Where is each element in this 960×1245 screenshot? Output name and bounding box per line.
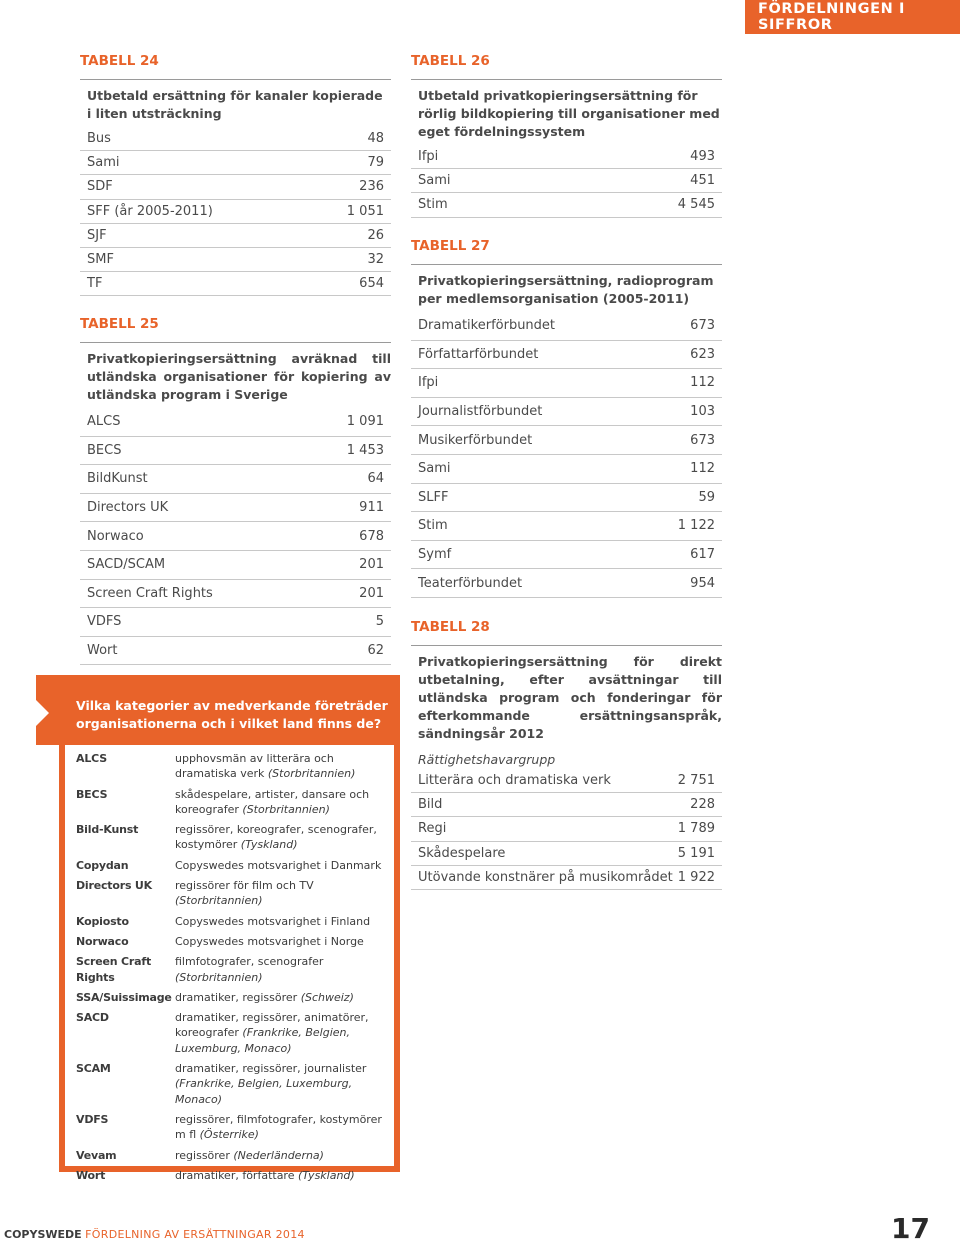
info-item-desc <box>175 990 394 1005</box>
row-label: SACD/SCAM <box>87 557 166 573</box>
row-label: BECS <box>87 442 122 458</box>
info-item-desc <box>175 914 394 929</box>
info-item-text: Copyswedes motsvarighet i Norge <box>175 934 364 948</box>
row-value: 1 453 <box>346 442 384 458</box>
section-banner: FÖRDELNINGEN I SIFFROR <box>745 0 960 34</box>
row-value: 112 <box>690 375 715 391</box>
row-label: BildKunst <box>87 471 148 487</box>
row-value: 1 789 <box>677 821 715 837</box>
row-label: Wort <box>87 643 118 659</box>
info-item-country: (Frankrike, Belgien, Luxemburg, Monaco) <box>175 1026 350 1055</box>
row-label: Bus <box>87 131 111 147</box>
info-item-text: skådespelare, artister, dansare och koreografer <box>175 787 370 816</box>
table-row <box>80 127 391 151</box>
table-row <box>411 193 722 217</box>
info-item <box>76 878 394 909</box>
footer-brand: COPYSWEDE <box>4 1228 82 1241</box>
row-value: 911 <box>359 500 384 516</box>
info-item-desc <box>175 858 394 873</box>
info-item-key: SACD <box>76 1011 109 1025</box>
row-label: Ifpi <box>418 149 439 165</box>
row-label: Norwaco <box>87 528 144 544</box>
row-value: 654 <box>359 276 384 292</box>
row-label: Musikerförbundet <box>418 432 533 448</box>
table-subtitle: Rättighetshavargrupp <box>418 752 556 767</box>
table-row <box>411 569 722 598</box>
row-label: SLFF <box>418 489 449 505</box>
row-value: 1 922 <box>677 869 715 885</box>
row-label: Stim <box>418 518 448 534</box>
header-notch <box>36 700 49 726</box>
row-value: 673 <box>690 432 715 448</box>
table-title: Privatkopieringsersättning, radioprogram per medlemsorganisation (2005-2011) <box>418 273 714 306</box>
info-item-text: Copyswedes motsvarighet i Finland <box>175 914 371 928</box>
info-item-text: dramatiker, regissörer, animatörer, koreografer <box>175 1011 369 1040</box>
info-item-desc <box>175 1168 394 1183</box>
info-item-key: Wort <box>76 1168 106 1182</box>
table-row <box>80 437 391 466</box>
info-item-country: (Tyskland) <box>240 838 298 852</box>
row-value: 2 751 <box>677 773 715 789</box>
info-item <box>76 858 394 873</box>
info-item-key: Directors UK <box>76 879 152 893</box>
row-value: 79 <box>367 155 384 171</box>
row-value: 617 <box>690 547 715 563</box>
info-item-text: Copyswedes motsvarighet i Danmark <box>175 858 382 872</box>
info-item-text: regissörer, koreografer, scenografer, kostymörer <box>175 823 377 852</box>
row-label: SJF <box>87 227 107 243</box>
info-item <box>76 934 394 949</box>
row-label: Litterära och dramatiska verk <box>418 773 611 789</box>
table-row <box>80 494 391 523</box>
info-item <box>76 1168 394 1183</box>
footer-text: FÖRDELNING AV ERSÄTTNINGAR 2014 <box>85 1228 305 1241</box>
info-item-desc <box>175 878 394 909</box>
info-item <box>76 1061 394 1107</box>
table-row <box>411 398 722 427</box>
row-value: 236 <box>359 179 384 195</box>
row-label: Symf <box>418 547 452 563</box>
info-item-key: SSA/Suissimage <box>76 990 172 1004</box>
table-row <box>80 248 391 272</box>
info-item-country: (Nederländerna) <box>233 1148 324 1162</box>
info-item-country: (Storbritannien) <box>242 802 330 816</box>
row-label: Sami <box>418 173 451 189</box>
info-item-key: ALCS <box>76 752 107 765</box>
info-item-text: filmfotografer, scenografer <box>175 955 324 969</box>
row-value: 673 <box>690 318 715 334</box>
info-item-key: BECS <box>76 787 108 801</box>
row-label: Sami <box>418 461 451 477</box>
row-label: Journalistförbundet <box>418 404 543 420</box>
table-row <box>411 369 722 398</box>
row-value: 228 <box>690 797 715 813</box>
info-item-key: Kopiosto <box>76 914 129 928</box>
row-label: Bild <box>418 797 443 813</box>
row-label: Ifpi <box>418 375 439 391</box>
row-label: TF <box>87 276 103 292</box>
row-label: Sami <box>87 155 120 171</box>
row-value: 32 <box>367 252 384 268</box>
info-item-desc <box>175 954 394 985</box>
table-row <box>80 200 391 224</box>
info-item-text: dramatiker, regissörer <box>175 990 298 1004</box>
info-item-country: (Österrike) <box>199 1128 259 1142</box>
info-item-text: regissörer för film och TV <box>175 879 314 893</box>
info-item <box>76 1010 394 1056</box>
table-26 <box>411 52 722 218</box>
info-item <box>76 751 394 782</box>
info-item-country: (Storbritannien) <box>175 970 263 984</box>
info-list <box>76 751 394 1188</box>
row-label: Utövande konstnärer på musikområdet <box>418 869 673 885</box>
info-item <box>76 787 394 818</box>
table-row <box>80 608 391 637</box>
table-row <box>80 408 391 437</box>
info-item-desc <box>175 1010 394 1056</box>
info-item-desc <box>175 822 394 853</box>
row-value: 1 122 <box>677 518 715 534</box>
info-item <box>76 1148 394 1163</box>
page-number: 17 <box>891 1212 930 1245</box>
row-value: 59 <box>698 489 715 505</box>
info-item-desc <box>175 1112 394 1143</box>
info-box-heading: Vilka kategorier av medverkande företräder organisationerna och i vilket land finns de? <box>76 698 388 731</box>
table-row <box>80 465 391 494</box>
table-row <box>411 312 722 341</box>
info-item-key: SCAM <box>76 1062 111 1076</box>
row-label: Dramatikerförbundet <box>418 318 556 334</box>
row-value: 678 <box>359 528 384 544</box>
info-item-country: (Schweiz) <box>300 990 354 1004</box>
table-row <box>411 512 722 541</box>
table-row <box>80 580 391 609</box>
row-value: 201 <box>359 585 384 601</box>
info-item <box>76 990 394 1005</box>
row-label: VDFS <box>87 614 122 630</box>
row-value: 26 <box>367 227 384 243</box>
info-item-desc <box>175 1061 394 1107</box>
row-label: ALCS <box>87 414 121 430</box>
table-title: Privatkopieringsersättning för direkt utbetalning, efter avsättningar till utländska program och fonderingar för efterkommande ersättningsanspråk, sändningsår 2012 <box>418 654 722 741</box>
info-item-desc <box>175 934 394 949</box>
table-row <box>411 769 722 793</box>
info-item-desc <box>175 1148 394 1163</box>
table-row <box>411 341 722 370</box>
table-row <box>80 151 391 175</box>
table-row <box>411 817 722 841</box>
info-item-key: Vevam <box>76 1148 117 1162</box>
table-row <box>80 224 391 248</box>
table-label: TABELL 24 <box>80 53 159 69</box>
row-value: 103 <box>690 404 715 420</box>
table-row <box>411 793 722 817</box>
info-item-key: VDFS <box>76 1112 109 1126</box>
info-item-text: regissörer, filmfotografer, kostymörer m fl <box>175 1112 382 1142</box>
info-item-key: Bild-Kunst <box>76 823 139 837</box>
table-row <box>411 455 722 484</box>
row-value: 5 191 <box>677 845 715 861</box>
row-value: 1 091 <box>346 414 384 430</box>
info-item-country: (Storbritannien) <box>175 894 263 908</box>
info-item-text: upphovsmän av litterära och dramatiska verk <box>175 752 334 781</box>
row-label: Stim <box>418 197 448 213</box>
row-label: SDF <box>87 179 113 195</box>
info-item <box>76 822 394 853</box>
table-title: Utbetald privatkopieringsersättning för rörlig bildkopiering till organisationer med eget fördelningssystem <box>418 88 720 139</box>
row-value: 62 <box>367 643 384 659</box>
info-item-desc <box>175 751 394 782</box>
table-row <box>80 272 391 296</box>
row-label: Regi <box>418 821 447 837</box>
row-value: 5 <box>375 614 384 630</box>
row-value: 954 <box>690 575 715 591</box>
row-value: 48 <box>367 131 384 147</box>
info-item-country: (Frankrike, Belgien, Luxemburg, Monaco) <box>175 1077 353 1106</box>
info-item-text: dramatiker, regissörer, journalister <box>175 1062 367 1076</box>
table-row <box>411 145 722 169</box>
row-label: SMF <box>87 252 114 268</box>
table-row <box>411 842 722 866</box>
info-item-country: (Tyskland) <box>298 1168 355 1182</box>
footer <box>4 1228 305 1241</box>
table-label: TABELL 28 <box>411 619 490 635</box>
table-row <box>80 522 391 551</box>
table-28 <box>411 618 722 890</box>
table-row <box>411 169 722 193</box>
table-row <box>411 866 722 890</box>
row-label: Screen Craft Rights <box>87 585 213 601</box>
info-item-key: Screen Craft Rights <box>76 955 152 984</box>
table-row <box>411 541 722 570</box>
row-label: Skådespelare <box>418 845 506 861</box>
row-value: 64 <box>367 471 384 487</box>
table-row <box>411 426 722 455</box>
table-title: Privatkopieringsersättning avräknad till utländska organisationer för kopiering av utländska program i Sverige <box>87 351 391 402</box>
info-item-text: regissörer <box>175 1148 230 1162</box>
row-value: 1 051 <box>346 203 384 219</box>
info-item-text: dramatiker, författare <box>175 1168 295 1182</box>
info-item <box>76 914 394 929</box>
info-item-country: (Storbritannien) <box>267 767 356 781</box>
row-value: 112 <box>690 461 715 477</box>
table-row <box>411 484 722 513</box>
info-item <box>76 1112 394 1143</box>
info-item-desc <box>175 787 394 818</box>
info-item <box>76 954 394 985</box>
table-row <box>80 637 391 666</box>
row-label: Teaterförbundet <box>418 575 523 591</box>
row-value: 493 <box>690 149 715 165</box>
row-value: 623 <box>690 346 715 362</box>
row-value: 4 545 <box>677 197 715 213</box>
table-label: TABELL 27 <box>411 238 490 254</box>
table-25 <box>80 315 391 665</box>
row-value: 451 <box>690 173 715 189</box>
table-row <box>80 175 391 199</box>
table-24 <box>80 52 391 296</box>
table-label: TABELL 25 <box>80 316 159 332</box>
row-value: 201 <box>359 557 384 573</box>
row-label: Directors UK <box>87 500 169 516</box>
row-label: SFF (år 2005-2011) <box>87 203 213 219</box>
table-label: TABELL 26 <box>411 53 490 69</box>
row-label: Författarförbundet <box>418 346 539 362</box>
table-27 <box>411 237 722 598</box>
table-title: Utbetald ersättning för kanaler kopierade i liten utsträckning <box>87 88 383 121</box>
info-item-key: Norwaco <box>76 934 129 948</box>
info-item-key: Copydan <box>76 858 129 872</box>
table-row <box>80 551 391 580</box>
